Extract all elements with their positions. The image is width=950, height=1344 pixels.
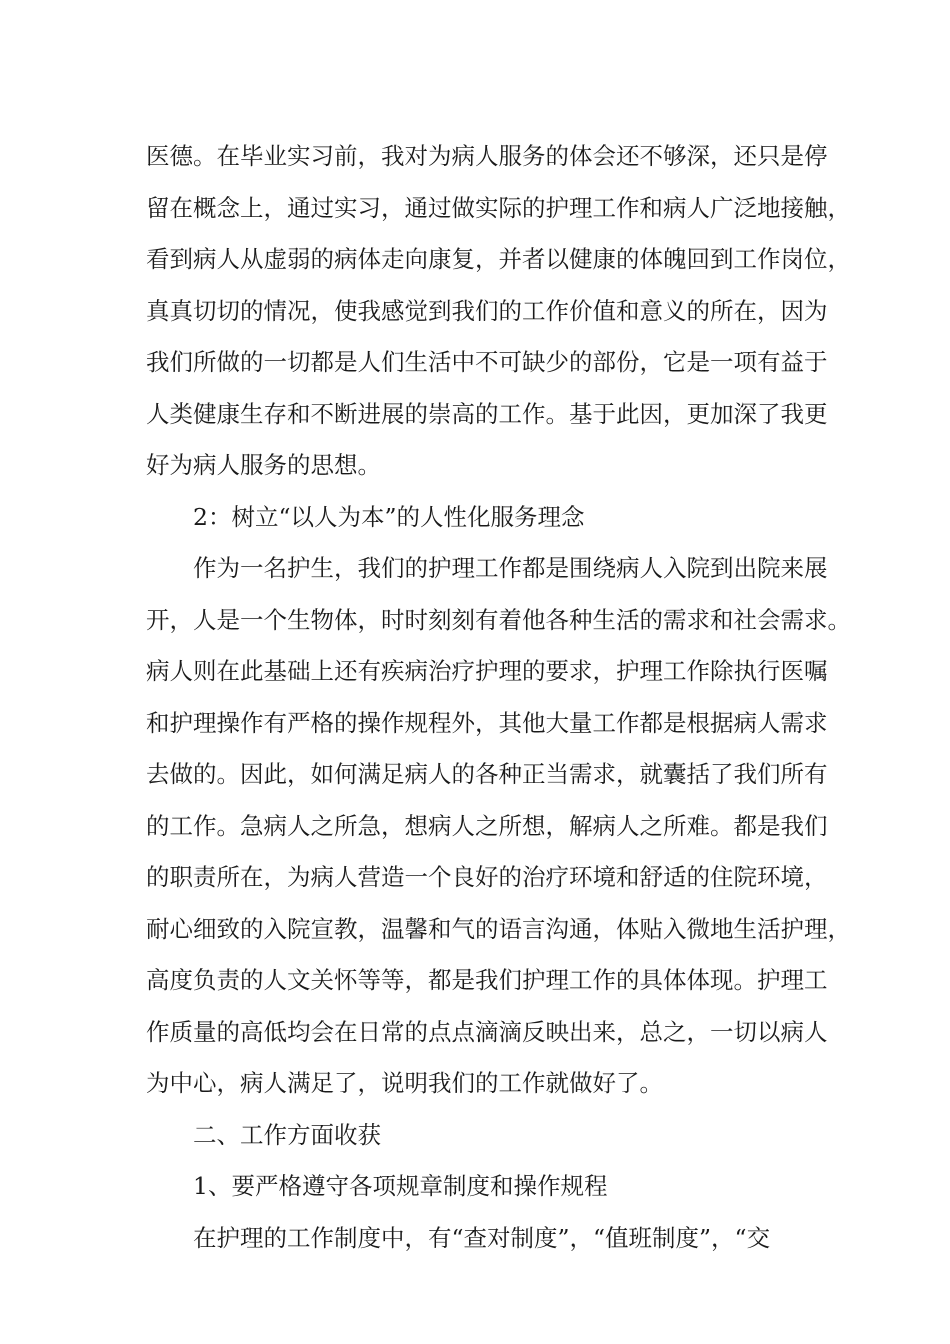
section-heading: 二、工作方面收获	[193, 1120, 381, 1149]
text-line: 真真切切的情况，使我感觉到我们的工作价值和意义的所在，因为	[146, 296, 828, 325]
subsection-heading: 1、要严格遵守各项规章制度和操作规程	[193, 1172, 608, 1200]
text-line: 病人则在此基础上还有疾病治疗护理的要求，护理工作除执行医嘱	[146, 657, 828, 685]
text-line: 的工作。急病人之所急，想病人之所想，解病人之所难。都是我们	[146, 811, 828, 840]
text-line: 耐心细致的入院宣教，温馨和气的语言沟通，体贴入微地生活护理，	[146, 914, 851, 943]
text-line: 开，人是一个生物体，时时刻刻有着他各种生活的需求和社会需求。	[146, 605, 851, 634]
text-line: 高度负责的人文关怀等等，都是我们护理工作的具体体现。护理工	[146, 966, 828, 994]
text-line: 我们所做的一切都是人们生活中不可缺少的部份，它是一项有益于	[146, 348, 828, 376]
text-line: 医德。在毕业实习前，我对为病人服务的体会还不够深，还只是停	[146, 142, 828, 170]
paragraph-first-line: 在护理的工作制度中，有“查对制度”，“值班制度”，“交	[193, 1223, 771, 1252]
text-line: 好为病人服务的思想。	[146, 451, 381, 479]
paragraph-first-line: 作为一名护生，我们的护理工作都是围绕病人入院到出院来展	[193, 554, 828, 582]
text-line: 人类健康生存和不断进展的崇高的工作。基于此因，更加深了我更	[146, 399, 828, 428]
text-line: 看到病人从虚弱的病体走向康复，并者以健康的体魄回到工作岗位，	[146, 245, 851, 273]
text-line: 为中心，病人满足了，说明我们的工作就做好了。	[146, 1069, 663, 1097]
text-line: 的职责所在，为病人营造一个良好的治疗环境和舒适的住院环境，	[146, 863, 828, 891]
text-line: 留在概念上，通过实习，通过做实际的护理工作和病人广泛地接触，	[146, 193, 851, 222]
text-line: 和护理操作有严格的操作规程外，其他大量工作都是根据病人需求	[146, 708, 828, 737]
text-line: 去做的。因此，如何满足病人的各种正当需求，就囊括了我们所有	[146, 760, 828, 788]
section-heading: 2：树立“以人为本”的人性化服务理念	[193, 502, 585, 531]
text-line: 作质量的高低均会在日常的点点滴滴反映出来，总之，一切以病人	[146, 1017, 828, 1046]
document-body	[146, 131, 851, 1264]
